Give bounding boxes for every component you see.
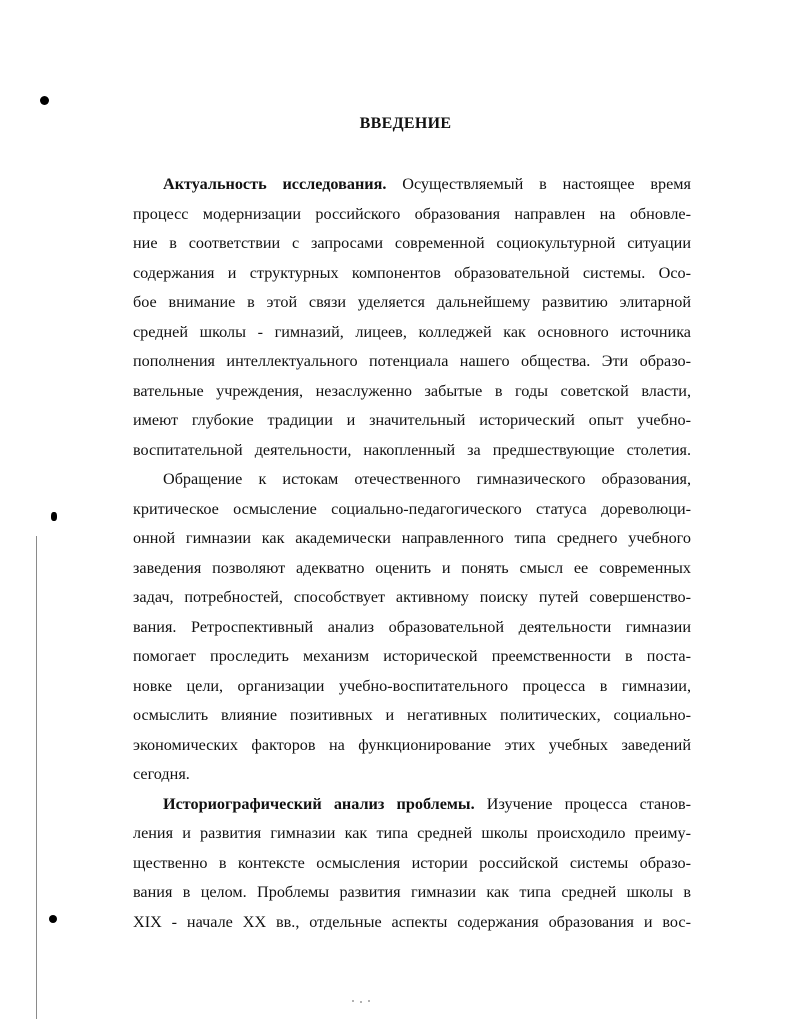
text-line: XIX - начале XX вв., отдельные аспекты содержания образования и вос- <box>133 913 691 931</box>
text-line: вания в целом. Проблемы развития гимназии как типа средней школы в <box>133 883 691 901</box>
section-heading-inline: Историографический анализ проблемы. <box>163 795 475 813</box>
text-line: заведения позволяют адекватно оценить и понять смысл ее современных <box>133 559 691 577</box>
text-line: задач, потребностей, способствует активному поиску путей совершенство- <box>133 588 691 606</box>
scan-speck <box>352 1000 354 1002</box>
text-line: Историографический анализ проблемы. Изучение процесса станов- <box>163 795 691 813</box>
text-line: воспитательной деятельности, накопленный за предшествующие столетия. <box>133 441 691 459</box>
text-line: Обращение к истокам отечественного гимназического образования, <box>163 470 691 488</box>
scan-edge-line <box>36 536 37 1019</box>
text-line: сегодня. <box>133 765 190 783</box>
text-line: ние в соответствии с запросами современной социокультурной ситуации <box>133 234 691 252</box>
text-line: щественно в контексте осмысления истории российской системы образо- <box>133 854 691 872</box>
text-line: процесс модернизации российского образования направлен на обновле- <box>133 205 691 223</box>
text-line: бое внимание в этой связи уделяется дальнейшему развитию элитарной <box>133 293 691 311</box>
text-line: критическое осмысление социально-педагогического статуса дореволюци- <box>133 500 691 518</box>
text-line: содержания и структурных компонентов образовательной системы. Осо- <box>133 264 691 282</box>
text-line: вания. Ретроспективный анализ образовательной деятельности гимназии <box>133 618 691 636</box>
scan-speck <box>368 1000 370 1002</box>
text-line: средней школы - гимназий, лицеев, колледжей как основного источника <box>133 323 691 341</box>
text-line: вательные учреждения, незаслуженно забытые в годы советской власти, <box>133 382 691 400</box>
text-line: помогает проследить механизм исторической преемственности в поста- <box>133 647 691 665</box>
scan-speck <box>360 1001 362 1003</box>
margin-punch-mark <box>51 512 57 521</box>
text-line: новке цели, организации учебно-воспитательного процесса в гимназии, <box>133 677 691 695</box>
text-line: имеют глубокие традиции и значительный исторический опыт учебно- <box>133 411 691 429</box>
text-line: осмыслить влияние позитивных и негативных политических, социально- <box>133 706 691 724</box>
margin-punch-mark <box>49 915 57 923</box>
margin-punch-mark <box>40 96 49 105</box>
page-title: ВВЕДЕНИЕ <box>359 115 452 132</box>
text-line: экономических факторов на функционирование этих учебных заведений <box>133 736 691 754</box>
text-line: ления и развития гимназии как типа средней школы происходило преиму- <box>133 824 691 842</box>
text-line: онной гимназии как академически направленного типа среднего учебного <box>133 529 691 547</box>
text-line: пополнения интеллектуального потенциала нашего общества. Эти образо- <box>133 352 691 370</box>
section-heading-inline: Актуальность исследования. <box>163 175 387 193</box>
text-line: Актуальность исследования. Осуществляемый в настоящее время <box>163 175 691 193</box>
